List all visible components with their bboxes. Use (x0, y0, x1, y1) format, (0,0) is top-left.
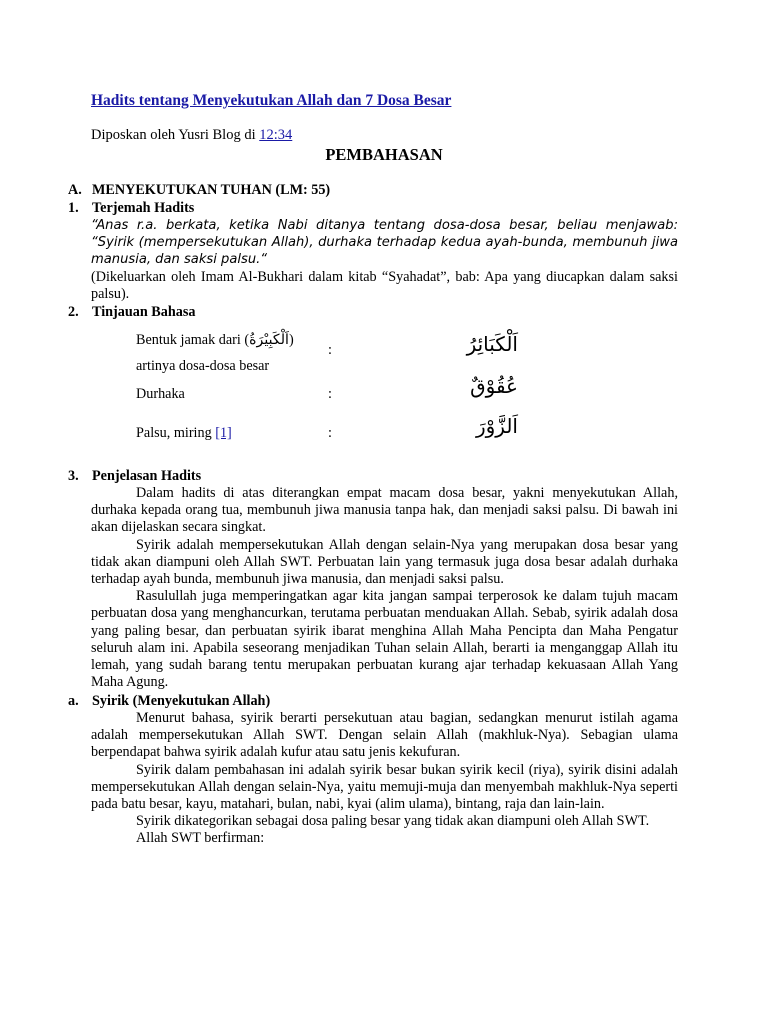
subsection-a-label: a. (68, 693, 79, 709)
vocab-colon: : (328, 342, 332, 358)
vocab-term: Palsu, miring (136, 425, 216, 441)
syirik-paragraph: Menurut bahasa, syirik berarti persekutuan atau bagian, sedangkan menurut istilah agama adalah mempersekutukan Allah SWT. Dengan selain Allah (makhluk-Nya). Sebagian ulama berpendapat bahwa syirik adalah kufur atau satu jenis kekufuran. (91, 710, 678, 761)
subsection-a-heading (68, 693, 270, 710)
hadits-translation (91, 217, 678, 303)
section-a-text: MENYEKUTUKAN TUHAN (LM: 55) (92, 182, 331, 198)
subsection-1-title: Terjemah Hadits (92, 200, 195, 216)
syirik-explanation (91, 710, 678, 848)
vocab-arabic: اَلْكَبَائِرُ (466, 332, 518, 356)
subsection-3-heading (68, 468, 201, 485)
vocab-row (136, 425, 516, 442)
subsection-1-heading (68, 200, 194, 217)
subsection-3-title: Penjelasan Hadits (92, 468, 202, 484)
post-time-link[interactable]: 12:34 (259, 127, 293, 143)
vocab-colon: : (328, 425, 332, 441)
explanation-paragraph: Rasulullah juga memperingatkan agar kita jangan sampai terperosok ke dalam tujuh macam perbuatan dosa yang menghancurkan, terutama perbuatan menduakan Allah. Sebab, syirik adalah dosa yang paling besar, dan perbuatan syirik ibarat menghina Allah Maha Pencipta dan Maha Pengatur seluruh alam ini. Apabila seseorang menjadikan Tuhan selain Allah, berarti ia menganggap Allah itu lemah, yang sudah barang tentu merupakan perbuatan kurang ajar terhadap kekuasaan Allah Yang Maha Agung. (91, 588, 678, 691)
byline-text: Diposkan oleh Yusri Blog di (91, 127, 260, 143)
vocab-row (136, 332, 516, 375)
subsection-1-label: 1. (68, 200, 79, 216)
vocab-arabic: اَلزَّوْرَ (475, 414, 518, 438)
footnote-link[interactable]: [1] (215, 425, 232, 441)
subsection-2-heading (68, 304, 195, 321)
syirik-paragraph: Syirik dikategorikan sebagai dosa paling besar yang tidak akan diampuni oleh Allah SWT. (136, 813, 650, 830)
section-a-label: A. (68, 182, 82, 198)
subsection-2-title: Tinjauan Bahasa (92, 304, 196, 320)
explanation-paragraph: Syirik adalah mempersekutukan Allah dengan selain-Nya yang merupakan dosa besar yang tidak akan diampuni oleh Allah SWT. Perbuatan lain yang termasuk juga dosa besar adalah durhaka terhadap ayah bunda, membunuh jiwa manusia, dan menjadi saksi palsu. (91, 536, 678, 588)
syirik-paragraph: Allah SWT berfirman: (136, 830, 265, 847)
section-heading: PEMBAHASAN (325, 145, 443, 164)
subsection-a-title: Syirik (Menyekutukan Allah) (92, 693, 271, 709)
hadits-source (91, 269, 678, 303)
vocab-arabic: عُقُوْقٌ (470, 374, 518, 398)
hadits-quote: “Anas r.a. berkata, ketika Nabi ditanya tentang dosa-dosa besar, beliau menjawab: “Syirik (mempersekutukan Allah), durhaka terhadap kedua ayah-bunda, membunuh jiwa manusia, dan saksi palsu.“ (91, 218, 678, 268)
vocab-colon: : (328, 386, 332, 402)
post-title-link[interactable]: Hadits tentang Menyekutukan Allah dan 7 Dosa Besar (91, 92, 452, 109)
vocab-term: Bentuk jamak dari (اَلْكَبِيْرَةُ) (136, 332, 294, 348)
section-a-heading (68, 182, 330, 199)
vocab-term: Durhaka (136, 386, 185, 402)
subsection-2-label: 2. (68, 304, 79, 320)
vocab-term-meaning: artinya dosa-dosa besar (136, 358, 270, 375)
hadits-source-text: (Dikeluarkan oleh Imam Al-Bukhari dalam kitab “Syahadat”, bab: Apa yang diucapkan dalam saksi palsu). (91, 268, 678, 302)
syirik-paragraph: Syirik dalam pembahasan ini adalah syirik besar bukan syirik kecil (riya), syirik disini adalah mempersekutukan Allah dengan selain-Nya, yaitu memuji-muja dan menyembah makhluk-Nya seperti pada batu besar, kayu, matahari, bulan, nabi, kyai (alim ulama), bintang, raja dan lain-lain. (91, 761, 678, 813)
post-byline (91, 127, 292, 144)
explanation-paragraph: Dalam hadits di atas diterangkan empat macam dosa besar, yakni menyekutukan Allah, durhaka kepada orang tua, membunuh jiwa manusia tanpa hak, dan menjadi saksi palsu. Di bawah ini akan dijelaskan secara singkat. (91, 485, 678, 536)
vocab-row (136, 386, 516, 403)
hadits-explanation (91, 485, 678, 691)
subsection-3-label: 3. (68, 468, 79, 484)
